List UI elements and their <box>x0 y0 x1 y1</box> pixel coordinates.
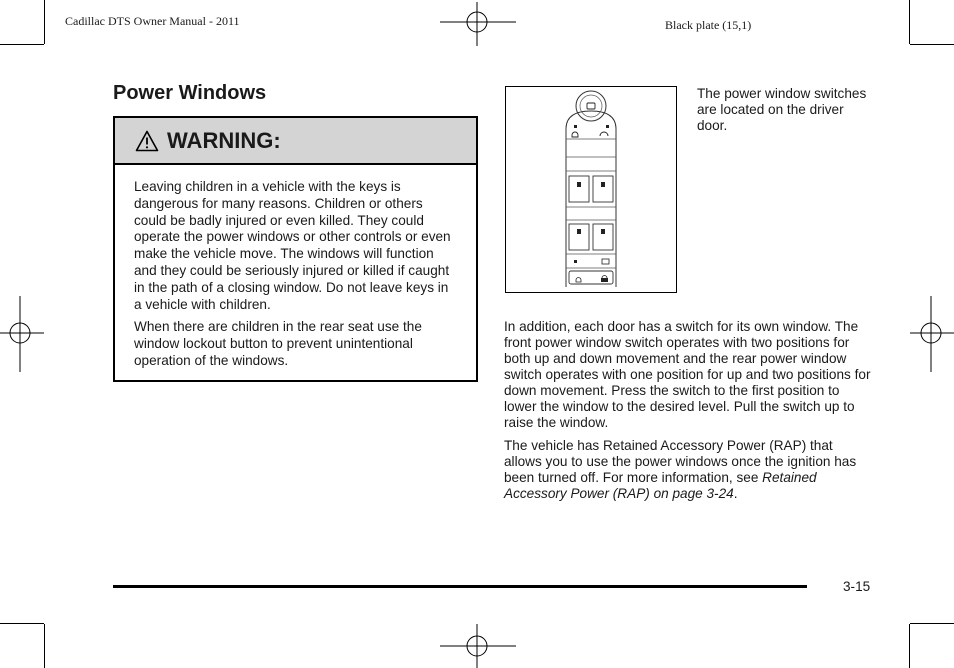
footer-rule <box>113 585 807 588</box>
page-reference-link[interactable]: Retained Accessory Power (RAP) on page 3-24 <box>504 470 817 501</box>
lock-knob-icon <box>576 91 606 121</box>
unlock-icon <box>572 132 578 137</box>
crop-mark-top-right-horizontal <box>910 44 954 45</box>
window-lockout-icon <box>602 259 609 264</box>
lock-icon <box>600 132 608 136</box>
registration-mark-right <box>910 296 954 372</box>
rear-right-window-switch <box>593 224 613 250</box>
front-right-window-switch <box>593 176 613 202</box>
registration-mark-top <box>440 2 516 46</box>
warning-header <box>115 118 476 165</box>
crop-mark-bottom-left-vertical <box>44 624 45 668</box>
crop-mark-top-right-vertical <box>909 0 910 44</box>
crop-mark-bottom-right-horizontal <box>910 623 954 624</box>
front-left-window-switch <box>569 176 589 202</box>
manual-title: Cadillac DTS Owner Manual - 2011 <box>65 14 240 28</box>
crop-mark-top-left-vertical <box>44 0 45 44</box>
warning-paragraph: Leaving children in a vehicle with the keys is dangerous for many reasons. Children or others could be badly injured or even killed. They could operate the power windows or other controls or even make the vehicle move. The windows will function and they could be seriously injured or killed if caught in the path of a closing window. Do not leave keys in a vehicle with children. <box>134 179 451 312</box>
body-text <box>504 319 874 509</box>
warning-box <box>113 116 478 382</box>
warning-paragraph: When there are children in the rear seat use the window lockout button to prevent unintentional operation of the windows. <box>134 319 422 368</box>
body-paragraph <box>504 438 874 502</box>
window-switch-panel-illustration <box>506 87 676 292</box>
warning-triangle-icon <box>135 130 159 152</box>
crop-mark-top-left-horizontal <box>0 44 44 45</box>
body-paragraph: In addition, each door has a switch for its own window. The front power window switch operates with two positions for both up and down movement and the rear power window switch operates with one position for up and two positions for down movement. Press the switch to the first position to lower the window to the desired level. Pull the switch up to raise the window. <box>504 319 871 430</box>
rear-left-window-switch <box>569 224 589 250</box>
figure-caption: The power window switches are located on the driver door. <box>697 86 867 133</box>
warning-label: WARNING: <box>167 127 281 153</box>
warning-body <box>115 165 476 370</box>
crop-mark-bottom-right-vertical <box>909 624 910 668</box>
body-paragraph-lead: The vehicle has Retained Accessory Power (RAP) that allows you to use the power windows once the ignition has been turned off. For more information, see <box>504 438 857 485</box>
section-title: Power Windows <box>113 82 267 104</box>
plate-label: Black plate (15,1) <box>665 18 752 32</box>
lockout-button <box>569 271 613 284</box>
crop-mark-bottom-left-horizontal <box>0 623 44 624</box>
switch-panel-figure <box>505 86 677 293</box>
registration-mark-bottom <box>440 624 516 668</box>
registration-mark-left <box>0 296 44 372</box>
page-number: 3-15 <box>843 579 871 594</box>
body-paragraph-end: . <box>733 486 738 501</box>
